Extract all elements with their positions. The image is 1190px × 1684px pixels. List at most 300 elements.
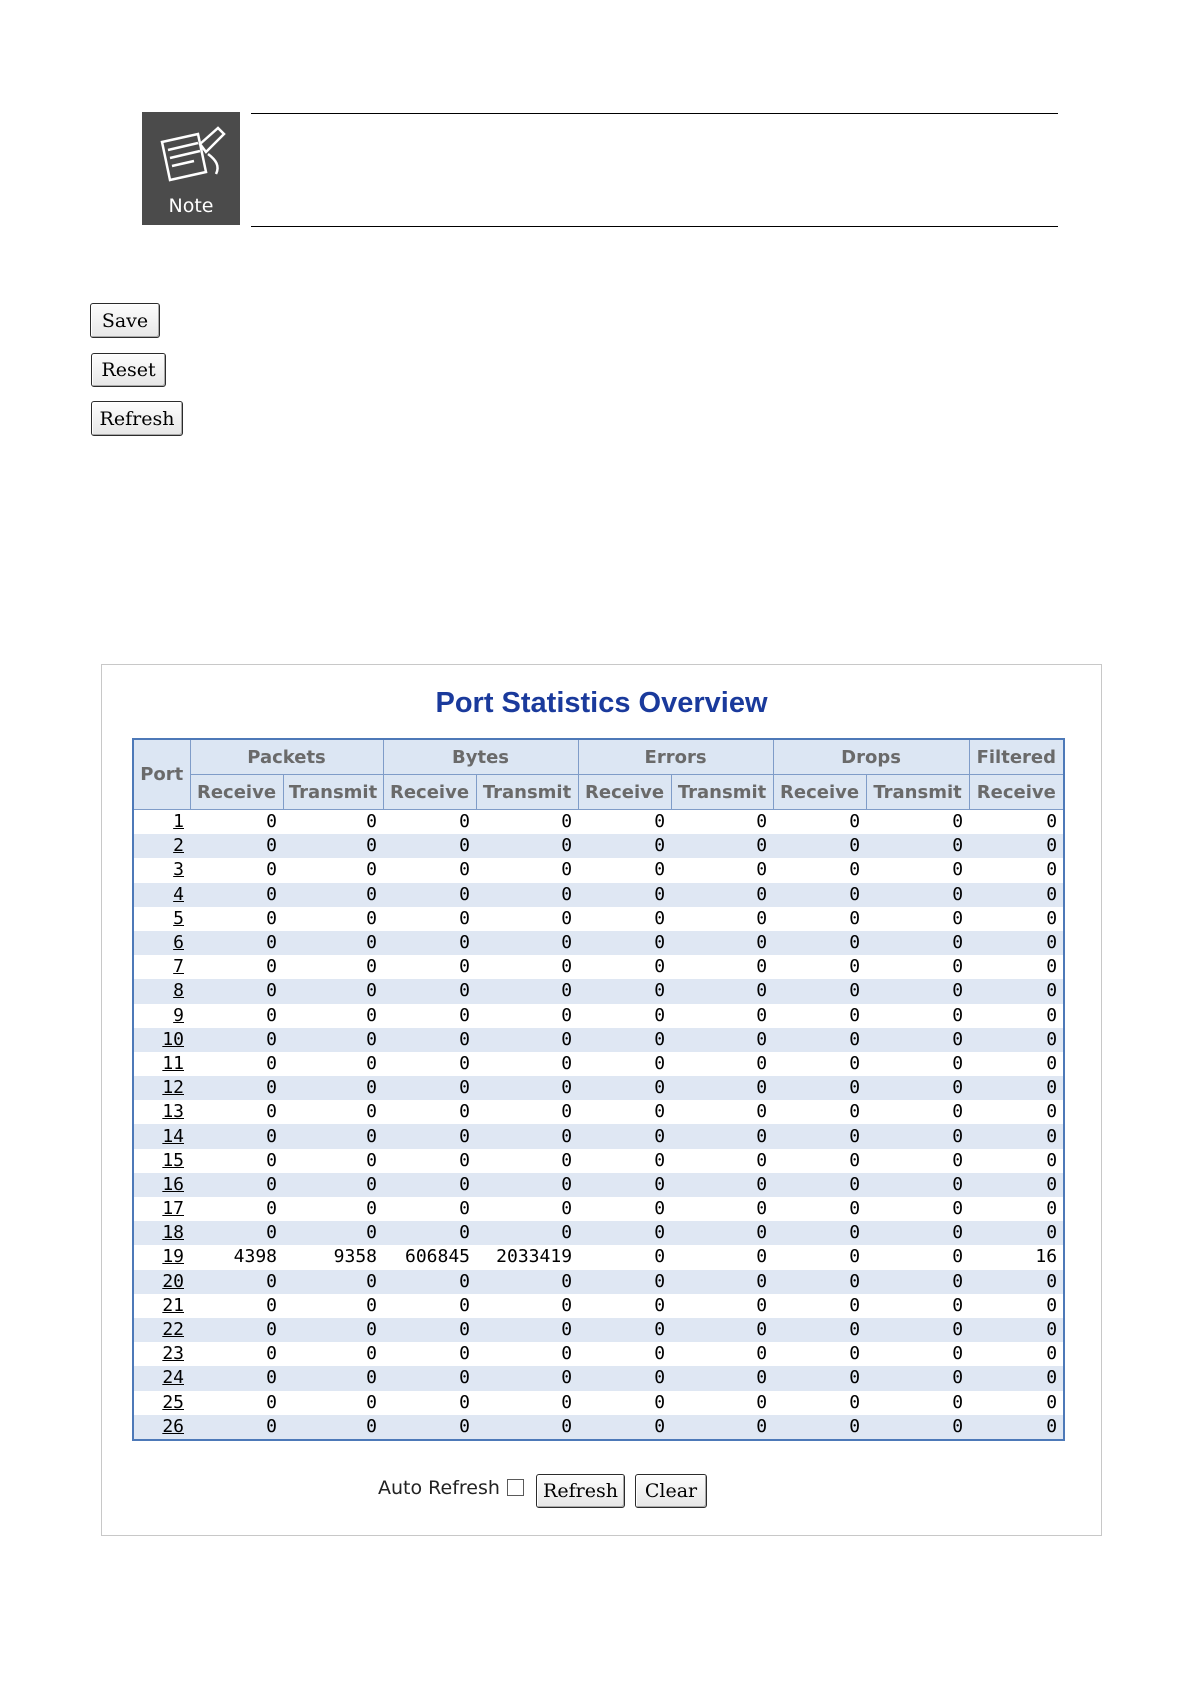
stat-cell: 0 [283,1221,383,1245]
stat-cell: 0 [190,883,283,907]
port-cell [133,1391,190,1415]
stat-cell: 0 [866,1270,969,1294]
table-row [133,1294,1064,1318]
stat-cell: 0 [476,1149,578,1173]
table-row [133,1100,1064,1124]
table-row [133,1149,1064,1173]
stat-cell: 0 [578,1197,671,1221]
stat-cell: 0 [476,858,578,882]
port-cell [133,1221,190,1245]
table-row [133,1173,1064,1197]
stat-cell: 0 [773,1270,866,1294]
stat-cell: 0 [383,955,476,979]
auto-refresh-checkbox[interactable] [507,1479,524,1496]
stat-cell: 0 [283,1052,383,1076]
port-cell [133,1415,190,1440]
stat-cell: 0 [578,1391,671,1415]
stat-cell: 0 [383,1100,476,1124]
stat-cell: 0 [671,1245,773,1269]
port-cell [133,1124,190,1148]
stat-cell: 0 [283,907,383,931]
stat-cell: 0 [578,955,671,979]
refresh-button[interactable]: Refresh [91,401,183,436]
stat-cell: 0 [969,1124,1064,1148]
stat-cell: 0 [283,1076,383,1100]
stat-cell: 0 [969,1391,1064,1415]
column-group-bytes: Bytes [383,739,578,775]
stat-cell: 0 [190,1366,283,1390]
port-link[interactable]: 18 [162,1222,184,1244]
column-header-bytes-receive: Receive [383,775,476,810]
stat-cell: 0 [476,1342,578,1366]
port-link[interactable]: 16 [162,1173,184,1195]
stat-cell: 0 [476,883,578,907]
stat-cell: 0 [383,1342,476,1366]
port-link[interactable]: 8 [173,980,184,1002]
stat-cell: 0 [671,907,773,931]
stat-cell: 0 [476,834,578,858]
port-link[interactable]: 10 [162,1028,184,1050]
stat-cell: 0 [190,1221,283,1245]
table-row [133,1391,1064,1415]
stat-cell: 0 [190,907,283,931]
port-cell [133,1076,190,1100]
stat-cell: 0 [578,1318,671,1342]
port-link[interactable]: 22 [162,1319,184,1341]
port-cell [133,907,190,931]
port-link[interactable]: 20 [162,1270,184,1292]
stat-cell: 0 [476,1221,578,1245]
stat-cell: 0 [476,1052,578,1076]
stat-cell: 0 [866,1173,969,1197]
auto-refresh-label: Auto Refresh [378,1477,500,1499]
stat-cell: 0 [969,1100,1064,1124]
stat-cell: 0 [190,810,283,835]
table-footer-controls [102,1471,1101,1511]
stat-cell: 0 [283,834,383,858]
stat-cell: 0 [383,1173,476,1197]
stat-cell: 0 [773,1318,866,1342]
port-cell [133,1028,190,1052]
column-header-errors-receive: Receive [578,775,671,810]
port-cell [133,883,190,907]
stat-cell: 0 [671,955,773,979]
stat-cell: 0 [578,1415,671,1440]
stat-cell: 0 [476,1124,578,1148]
stat-cell: 0 [383,907,476,931]
stat-cell: 0 [190,1028,283,1052]
stat-cell: 0 [383,1318,476,1342]
port-link[interactable]: 24 [162,1367,184,1389]
stat-cell: 0 [671,1270,773,1294]
stat-cell: 0 [283,1366,383,1390]
stat-cell: 0 [671,858,773,882]
port-cell [133,1004,190,1028]
stat-cell: 0 [969,979,1064,1003]
table-row [133,955,1064,979]
stat-cell: 0 [866,1052,969,1076]
stat-cell: 0 [283,1415,383,1440]
note-bottom-rule [251,226,1058,227]
stat-cell: 0 [866,1149,969,1173]
table-row [133,1415,1064,1440]
stat-cell: 0 [190,1270,283,1294]
port-link[interactable]: 5 [173,907,184,929]
port-link[interactable]: 26 [162,1415,184,1437]
table-row [133,1221,1064,1245]
stat-cell: 0 [383,1391,476,1415]
stat-cell: 0 [283,1270,383,1294]
stat-cell: 0 [283,1294,383,1318]
column-group-filtered: Filtered [969,739,1064,775]
stat-cell: 0 [773,1391,866,1415]
stat-cell: 0 [190,834,283,858]
table-row [133,1004,1064,1028]
stat-cell: 0 [866,1342,969,1366]
stat-cell: 0 [283,810,383,835]
stat-cell: 0 [190,931,283,955]
stat-cell: 0 [578,1366,671,1390]
port-link[interactable]: 6 [173,932,184,954]
stat-cell: 0 [969,1294,1064,1318]
stat-cell: 0 [969,1028,1064,1052]
stat-cell: 0 [866,1415,969,1440]
table-row [133,883,1064,907]
stat-cell: 0 [866,907,969,931]
stat-cell: 0 [578,1052,671,1076]
stat-cell: 0 [578,979,671,1003]
stat-cell: 0 [866,1391,969,1415]
stat-cell: 0 [671,1100,773,1124]
port-cell [133,858,190,882]
stat-cell: 0 [283,1028,383,1052]
stat-cell: 0 [283,1318,383,1342]
stat-cell: 0 [383,1197,476,1221]
stat-cell: 0 [578,1173,671,1197]
stat-cell: 0 [969,907,1064,931]
stat-cell: 0 [671,834,773,858]
stat-cell: 0 [969,931,1064,955]
stat-cell: 0 [866,1076,969,1100]
stat-cell: 0 [190,858,283,882]
stat-cell: 0 [969,1366,1064,1390]
stat-cell: 0 [866,955,969,979]
stat-cell: 0 [476,931,578,955]
page-title: Port Statistics Overview [435,687,768,719]
stat-cell: 606845 [383,1245,476,1269]
stat-cell: 0 [773,1366,866,1390]
stat-cell: 0 [578,1004,671,1028]
table-row [133,1245,1064,1269]
stat-cell: 0 [671,810,773,835]
port-link[interactable]: 2 [173,835,184,857]
stat-cell: 0 [671,1004,773,1028]
stat-cell: 0 [773,1197,866,1221]
stat-cell: 0 [969,1197,1064,1221]
stat-cell: 0 [773,1052,866,1076]
table-row [133,1270,1064,1294]
table-row [133,1052,1064,1076]
stat-cell: 0 [383,834,476,858]
port-cell [133,1366,190,1390]
port-link[interactable]: 1 [173,811,184,833]
stat-cell: 0 [476,907,578,931]
stat-cell: 0 [476,979,578,1003]
stat-cell: 9358 [283,1245,383,1269]
port-link[interactable]: 13 [162,1101,184,1123]
column-group-packets: Packets [190,739,383,775]
stat-cell: 0 [866,1100,969,1124]
stat-cell: 0 [190,1124,283,1148]
stat-cell: 0 [671,1415,773,1440]
stat-cell: 0 [476,810,578,835]
stat-cell: 0 [773,1100,866,1124]
column-header-drops-transmit: Transmit [866,775,969,810]
stat-cell: 0 [283,1391,383,1415]
table-row [133,1028,1064,1052]
port-link[interactable]: 25 [162,1391,184,1413]
stat-cell: 0 [476,1270,578,1294]
table-row [133,1197,1064,1221]
stat-cell: 0 [866,931,969,955]
port-cell [133,1245,190,1269]
reset-button[interactable]: Reset [91,353,166,387]
table-row [133,1076,1064,1100]
save-button[interactable]: Save [90,303,160,338]
stat-cell: 0 [671,1076,773,1100]
stat-cell: 0 [383,1366,476,1390]
note-label: Note [168,195,214,217]
column-header-bytes-transmit: Transmit [476,775,578,810]
port-link[interactable]: 7 [173,956,184,978]
stat-cell: 0 [190,1197,283,1221]
stat-cell: 0 [190,1391,283,1415]
port-cell [133,1052,190,1076]
stat-cell: 0 [969,810,1064,835]
stat-cell: 0 [578,858,671,882]
stat-cell: 0 [476,1197,578,1221]
port-cell [133,1270,190,1294]
stat-cell: 0 [866,979,969,1003]
stat-cell: 0 [773,834,866,858]
stat-cell: 0 [383,931,476,955]
stat-cell: 0 [578,1294,671,1318]
port-cell [133,1318,190,1342]
stat-cell: 0 [671,1221,773,1245]
column-header-errors-transmit: Transmit [671,775,773,810]
stat-cell: 0 [190,1318,283,1342]
port-link[interactable]: 19 [162,1246,184,1268]
stat-cell: 0 [671,1342,773,1366]
port-link[interactable]: 15 [162,1149,184,1171]
stat-cell: 0 [969,1221,1064,1245]
port-cell [133,834,190,858]
port-statistics-rows [133,810,1064,1440]
table-row [133,810,1064,835]
stat-cell: 0 [969,1173,1064,1197]
stat-cell: 0 [866,1294,969,1318]
stat-cell: 0 [671,1028,773,1052]
stat-cell: 0 [671,1149,773,1173]
port-link[interactable]: 4 [173,883,184,905]
stat-cell: 0 [190,1004,283,1028]
stat-cell: 0 [671,1391,773,1415]
stat-cell: 0 [773,979,866,1003]
port-cell [133,1100,190,1124]
stat-cell: 0 [383,858,476,882]
stat-cell: 0 [283,1149,383,1173]
table-row [133,1366,1064,1390]
stat-cell: 0 [283,1124,383,1148]
column-group-drops: Drops [773,739,969,775]
stat-cell: 0 [476,1366,578,1390]
port-link[interactable]: 3 [173,859,184,881]
stat-cell: 0 [190,1149,283,1173]
stat-cell: 0 [866,858,969,882]
stat-cell: 0 [773,1124,866,1148]
stat-cell: 0 [773,883,866,907]
note-icon [142,112,240,225]
stat-cell: 0 [283,858,383,882]
stat-cell: 0 [190,1294,283,1318]
stat-cell: 0 [578,931,671,955]
stat-cell: 0 [383,1004,476,1028]
stat-cell: 0 [383,810,476,835]
stat-cell: 0 [578,1149,671,1173]
port-cell [133,955,190,979]
column-header-packets-receive: Receive [190,775,283,810]
stat-cell: 0 [671,1124,773,1148]
port-link[interactable]: 11 [162,1052,184,1074]
stat-cell: 0 [383,979,476,1003]
stat-cell: 0 [671,1173,773,1197]
port-link[interactable]: 9 [173,1004,184,1026]
stat-cell: 0 [578,810,671,835]
stat-cell: 0 [476,1294,578,1318]
stat-cell: 0 [773,955,866,979]
stat-cell: 0 [671,1366,773,1390]
stat-cell: 0 [773,1149,866,1173]
stat-cell: 0 [283,1342,383,1366]
stat-cell: 0 [969,1318,1064,1342]
stat-cell: 0 [773,1004,866,1028]
table-row [133,858,1064,882]
port-link[interactable]: 23 [162,1343,184,1365]
stat-cell: 0 [383,883,476,907]
column-header-port: Port [133,739,190,810]
stat-cell: 0 [383,1052,476,1076]
table-row [133,907,1064,931]
stat-cell: 0 [283,955,383,979]
stat-cell: 0 [476,1004,578,1028]
stat-cell: 0 [773,810,866,835]
stat-cell: 0 [383,1294,476,1318]
stat-cell: 0 [671,979,773,1003]
table-row [133,979,1064,1003]
stat-cell: 0 [476,1076,578,1100]
stat-cell: 0 [283,1197,383,1221]
stat-cell: 0 [773,858,866,882]
stat-cell: 0 [969,1004,1064,1028]
port-statistics-table [132,738,1065,1441]
port-cell [133,1294,190,1318]
stat-cell: 0 [671,931,773,955]
stat-cell: 0 [383,1124,476,1148]
stat-cell: 0 [476,1173,578,1197]
stat-cell: 0 [476,1415,578,1440]
stat-cell: 0 [773,1173,866,1197]
stat-cell: 0 [866,834,969,858]
stat-cell: 0 [773,1415,866,1440]
stat-cell: 0 [671,1318,773,1342]
stat-cell: 0 [190,1173,283,1197]
port-statistics-panel [101,664,1102,1536]
stat-cell: 0 [866,1318,969,1342]
table-row [133,1318,1064,1342]
stat-cell: 0 [283,1100,383,1124]
port-cell [133,1173,190,1197]
stat-cell: 0 [283,1004,383,1028]
table-row [133,931,1064,955]
stat-cell: 0 [578,907,671,931]
port-link[interactable]: 17 [162,1198,184,1220]
table-row [133,1342,1064,1366]
stat-cell: 0 [578,834,671,858]
table-refresh-button[interactable]: Refresh [536,1474,625,1508]
stat-cell: 0 [671,1197,773,1221]
stat-cell: 0 [969,1149,1064,1173]
stat-cell: 0 [773,1028,866,1052]
port-link[interactable]: 14 [162,1125,184,1147]
stat-cell: 0 [866,1028,969,1052]
stat-cell: 0 [773,907,866,931]
clear-button[interactable]: Clear [635,1474,707,1508]
port-link[interactable]: 12 [162,1077,184,1099]
stat-cell: 0 [969,1415,1064,1440]
stat-cell: 0 [578,1342,671,1366]
stat-cell: 0 [773,1245,866,1269]
stat-cell: 0 [866,810,969,835]
stat-cell: 0 [671,1052,773,1076]
stat-cell: 0 [476,955,578,979]
stat-cell: 0 [283,979,383,1003]
stat-cell: 0 [476,1028,578,1052]
stat-cell: 0 [969,858,1064,882]
port-cell [133,1197,190,1221]
stat-cell: 0 [578,1124,671,1148]
stat-cell: 0 [190,1052,283,1076]
stat-cell: 0 [383,1149,476,1173]
port-link[interactable]: 21 [162,1294,184,1316]
stat-cell: 0 [283,931,383,955]
column-header-filtered-receive: Receive [969,775,1064,810]
stat-cell: 0 [283,883,383,907]
stat-cell: 0 [969,834,1064,858]
stat-cell: 0 [773,1221,866,1245]
table-row [133,834,1064,858]
stat-cell: 0 [773,1294,866,1318]
note-pen-icon [154,124,228,190]
stat-cell: 0 [383,1076,476,1100]
stat-cell: 0 [190,979,283,1003]
stat-cell: 0 [866,1245,969,1269]
stat-cell: 0 [866,1124,969,1148]
note-top-rule [251,113,1058,114]
column-header-packets-transmit: Transmit [283,775,383,810]
stat-cell: 0 [969,1270,1064,1294]
stat-cell: 0 [671,883,773,907]
stat-cell: 0 [190,1100,283,1124]
